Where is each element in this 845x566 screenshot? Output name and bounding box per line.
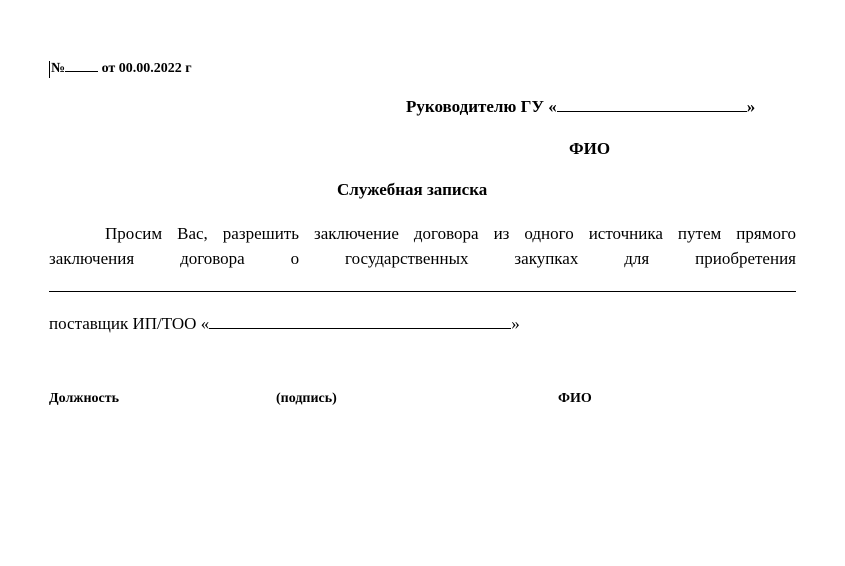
- recipient-line: [406, 97, 755, 117]
- number-blank[interactable]: [65, 71, 98, 72]
- signatory-name-label: ФИО: [558, 391, 592, 406]
- signature-label: (подпись): [276, 391, 337, 406]
- body-line-1: Просим Вас, разрешить заключение договора из одного источника путем прямого: [105, 224, 796, 243]
- document-number-line: [51, 61, 192, 77]
- document-title: Служебная записка: [337, 180, 488, 199]
- body-line-2: заключения договора о государственных закупках для приобретения: [49, 249, 796, 268]
- supplier-suffix: »: [511, 314, 520, 333]
- body-paragraph: [49, 221, 796, 271]
- position-label: Должность: [49, 391, 120, 406]
- supplier-line: [49, 314, 520, 334]
- recipient-prefix: Руководителю ГУ «: [406, 97, 557, 116]
- organization-blank[interactable]: [557, 111, 747, 112]
- supplier-prefix: поставщик ИП/ТОО «: [49, 314, 210, 333]
- supplier-blank[interactable]: [209, 328, 511, 329]
- recipient-suffix: »: [746, 97, 756, 116]
- recipient-name: ФИО: [569, 139, 611, 158]
- number-prefix: №: [51, 61, 66, 76]
- document-date: от 00.00.2022 г: [98, 61, 192, 76]
- item-blank-line[interactable]: [49, 291, 796, 292]
- text-cursor: [49, 61, 50, 78]
